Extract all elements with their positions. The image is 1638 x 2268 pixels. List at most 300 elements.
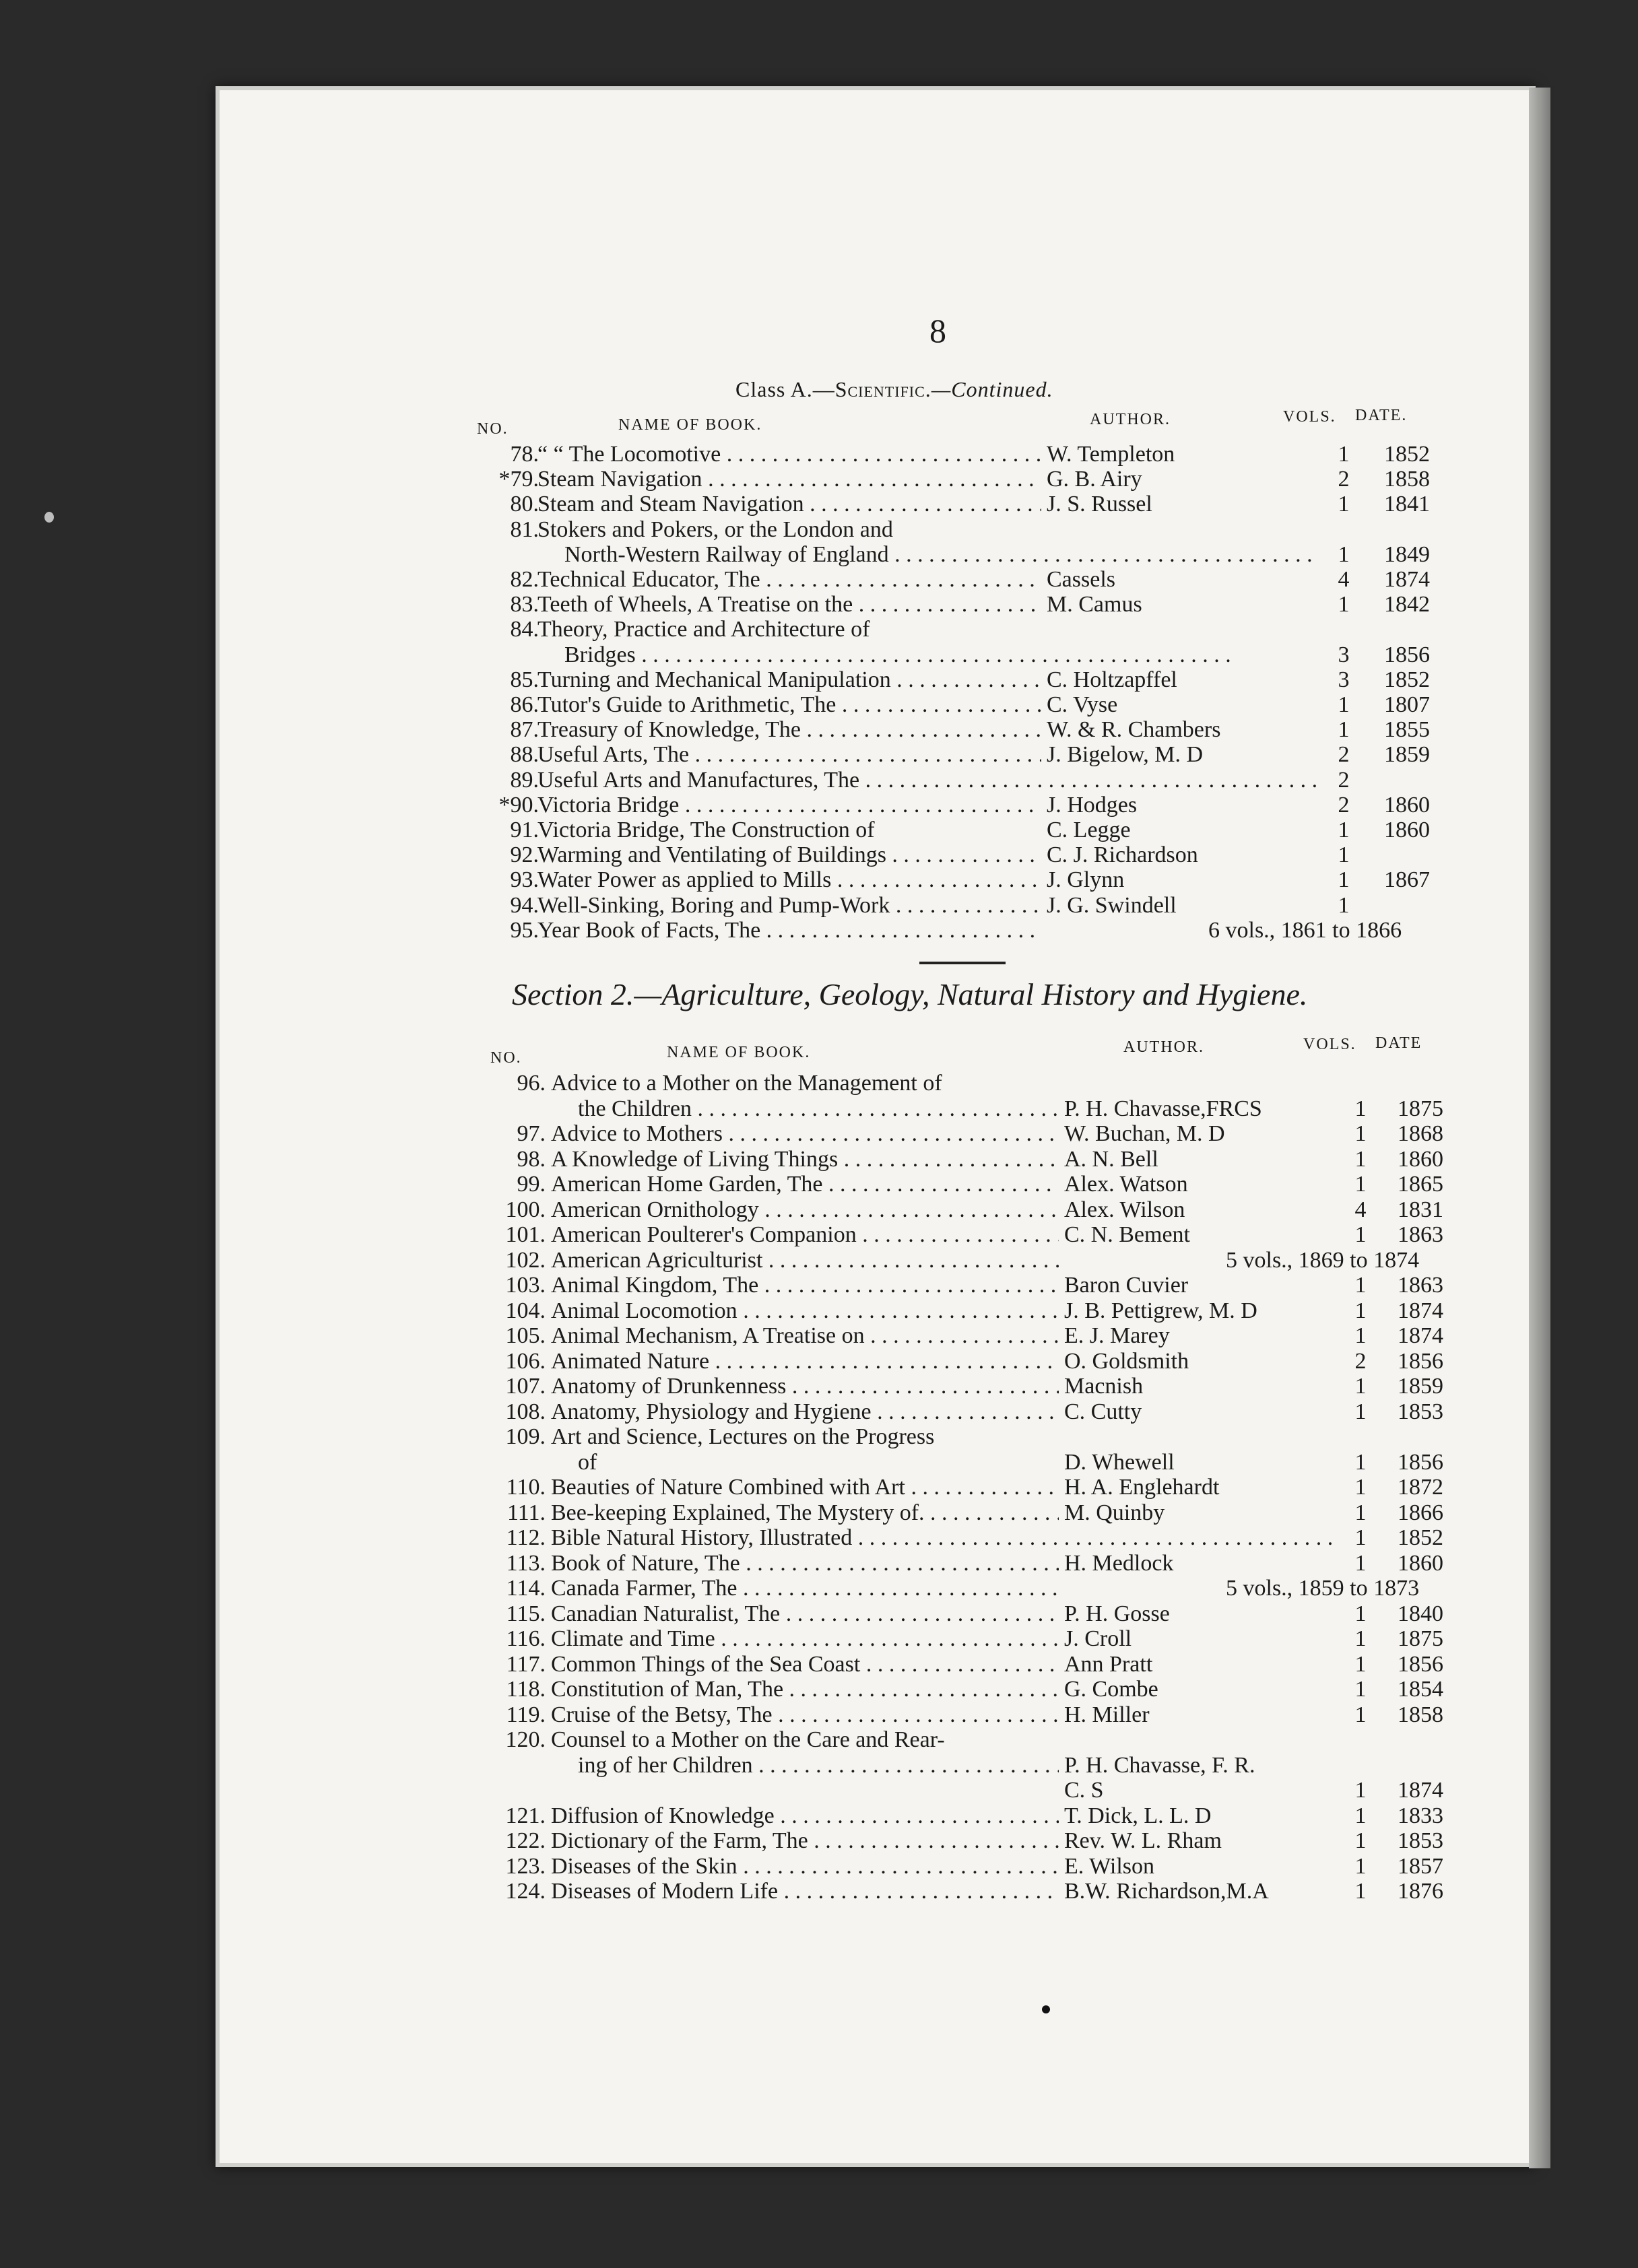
book-title	[551, 1601, 1059, 1627]
leader-dots	[822, 1172, 1059, 1197]
book-title-text: Art and Science, Lectures on the Progress	[551, 1424, 935, 1449]
col-name-a: NAME OF BOOK.	[618, 416, 762, 434]
publication-date: 1872	[1398, 1475, 1443, 1500]
list-item	[0, 1500, 1638, 1525]
leader-dots	[905, 1475, 1059, 1500]
volume-count: 1	[1354, 1853, 1367, 1879]
list-item	[0, 1702, 1638, 1727]
volume-count: 1	[1354, 1651, 1367, 1677]
book-title	[551, 1525, 1334, 1551]
entry-number: 107.	[505, 1374, 546, 1399]
publication-date: 1866	[1398, 1500, 1443, 1525]
book-title	[537, 667, 1041, 693]
leader-dots	[740, 1551, 1059, 1576]
book-title	[578, 1753, 1059, 1778]
list-item	[0, 1601, 1638, 1626]
leader-dots	[702, 467, 1041, 492]
volume-count: 2	[1338, 792, 1350, 818]
list-item	[0, 1854, 1638, 1878]
book-title	[537, 742, 1041, 768]
leader-dots	[872, 1399, 1059, 1424]
leader-dots	[759, 1197, 1059, 1222]
book-title-text: Victoria Bridge, The Construction of	[537, 818, 875, 842]
list-item	[0, 1424, 1638, 1448]
leader-dots	[891, 667, 1041, 692]
volume-count: 1	[1354, 1778, 1367, 1803]
publication-date: 1849	[1384, 541, 1430, 567]
entry-number: 115.	[506, 1601, 546, 1626]
leader-dots	[853, 592, 1041, 617]
publication-date: 1858	[1398, 1702, 1443, 1727]
book-title-text: of	[578, 1449, 597, 1475]
leader-dots	[780, 1601, 1059, 1626]
book-title-text: American Agriculturist	[551, 1247, 763, 1273]
book-title-text: Animal Kingdom, The	[551, 1273, 759, 1298]
book-title	[537, 893, 1041, 919]
publication-date: 1867	[1384, 867, 1430, 893]
volume-count: 4	[1338, 567, 1350, 592]
book-title-text: Climate and Time	[551, 1626, 715, 1651]
col-author-a: AUTHOR.	[1090, 411, 1171, 428]
book-author: P. H. Chavasse, F. R.	[1064, 1752, 1255, 1778]
publication-date: 1855	[1384, 717, 1430, 743]
book-title-text: Tutor's Guide to Arithmetic, The	[537, 692, 837, 717]
class-prefix: Class A.—	[735, 377, 835, 401]
entry-number: 122.	[505, 1828, 546, 1853]
book-title-text: Diseases of Modern Life	[551, 1879, 779, 1904]
book-author: Alex. Watson	[1064, 1172, 1188, 1197]
entry-number: 94.	[510, 892, 539, 918]
book-title-text: Bee-keeping Explained, The Mystery of.	[551, 1500, 925, 1525]
publication-date: 1875	[1398, 1096, 1443, 1121]
book-title	[537, 768, 1317, 793]
entry-number: 82.	[510, 567, 539, 592]
book-title-text: Theory, Practice and Architecture of	[537, 617, 870, 642]
book-author: Baron Cuvier	[1064, 1273, 1189, 1298]
publication-date: 1854	[1398, 1677, 1443, 1702]
book-title-text: Bridges	[564, 642, 636, 667]
volume-count: 1	[1354, 1475, 1367, 1500]
leader-dots	[778, 1879, 1059, 1904]
book-title	[537, 818, 1041, 843]
leader-dots	[786, 1374, 1059, 1399]
book-title	[551, 1298, 1059, 1324]
list-item	[0, 1879, 1638, 1903]
leader-dots	[857, 1222, 1059, 1247]
entry-number: 118.	[506, 1677, 546, 1702]
publication-date: 1856	[1398, 1449, 1443, 1475]
list-item	[0, 1576, 1638, 1600]
section-divider	[919, 962, 1006, 964]
publication-date: 1852	[1398, 1525, 1443, 1550]
volume-count: 1	[1354, 1677, 1367, 1702]
publication-date: 1863	[1398, 1222, 1443, 1247]
book-title	[537, 867, 1041, 893]
list-item	[0, 542, 1638, 566]
book-author: J. B. Pettigrew, M. D	[1064, 1298, 1257, 1323]
book-title-text: Treasury of Knowledge, The	[537, 717, 801, 743]
list-item	[0, 818, 1638, 842]
book-title-text: Anatomy, Physiology and Hygiene	[551, 1399, 872, 1424]
col-no-a: NO.	[477, 420, 509, 438]
book-title	[551, 1500, 1059, 1526]
book-title	[551, 1273, 1059, 1298]
volume-count: 1	[1354, 1500, 1367, 1525]
leader-dots	[838, 1147, 1059, 1172]
book-author: M. Quinby	[1064, 1500, 1165, 1525]
entry-number: 85.	[510, 667, 539, 692]
entry-number: 97.	[517, 1121, 546, 1146]
leader-dots	[773, 1702, 1059, 1727]
entry-number: 105.	[505, 1323, 546, 1348]
col-vols-a: VOLS.	[1283, 408, 1336, 426]
entry-number: 83.	[510, 592, 539, 618]
publication-date: 1875	[1398, 1626, 1443, 1651]
list-item	[0, 517, 1638, 541]
entry-number: 106.	[505, 1348, 546, 1374]
entry-number: 123.	[505, 1853, 546, 1879]
book-author: C. N. Bement	[1064, 1222, 1190, 1247]
book-title	[551, 1071, 1334, 1096]
book-title-text: Advice to a Mother on the Management of	[551, 1071, 942, 1096]
leader-dots	[738, 1298, 1059, 1323]
book-title-text: the Children	[578, 1096, 692, 1121]
volume-count: 3	[1338, 642, 1350, 667]
leader-dots	[836, 692, 1041, 717]
leader-dots	[636, 642, 1231, 667]
publication-date: 1874	[1398, 1778, 1443, 1803]
entry-number: *79.	[498, 467, 539, 492]
volume-count: 1	[1354, 1803, 1367, 1828]
entry-number: 84.	[510, 617, 539, 642]
book-author: C. Cutty	[1064, 1399, 1142, 1424]
book-title-text: Book of Nature, The	[551, 1550, 740, 1576]
entry-number: 96.	[517, 1071, 546, 1096]
leader-dots	[775, 1803, 1059, 1828]
leader-dots	[801, 717, 1041, 742]
book-author: 5 vols., 1869 to 1874	[1226, 1247, 1420, 1273]
volume-count: 1	[1354, 1222, 1367, 1247]
page-dot	[1042, 2005, 1050, 2013]
publication-date: 1876	[1398, 1879, 1443, 1904]
book-author: Macnish	[1064, 1374, 1144, 1399]
list-item	[0, 1248, 1638, 1272]
book-author: W. Templeton	[1047, 442, 1175, 467]
publication-date: 1831	[1398, 1197, 1443, 1222]
book-title	[551, 1576, 1059, 1601]
entry-number: 80.	[510, 492, 539, 517]
book-title-text: Animal Locomotion	[551, 1298, 738, 1323]
list-item	[0, 1121, 1638, 1145]
book-title-text: Common Things of the Sea Coast	[551, 1651, 861, 1677]
publication-date: 1853	[1398, 1399, 1443, 1424]
entry-number: 91.	[510, 818, 539, 842]
leader-dots	[860, 1652, 1059, 1677]
entry-number: 119.	[506, 1702, 546, 1727]
entry-number: 89.	[510, 767, 539, 793]
class-suffix: —Continued.	[931, 377, 1053, 401]
leader-dots	[721, 442, 1041, 467]
entry-number: 112.	[506, 1525, 546, 1550]
book-author: J. Glynn	[1047, 867, 1125, 893]
book-title	[551, 1121, 1059, 1147]
publication-date: 1856	[1398, 1651, 1443, 1677]
volume-count: 1	[1354, 1172, 1367, 1197]
list-item	[0, 1147, 1638, 1171]
publication-date: 1874	[1384, 567, 1430, 592]
book-author: D. Whewell	[1064, 1449, 1175, 1475]
book-title	[578, 1450, 1059, 1475]
volume-count: 1	[1354, 1550, 1367, 1576]
list-item	[0, 1096, 1638, 1121]
volume-count: 4	[1354, 1197, 1367, 1222]
book-author: C. S	[1064, 1778, 1104, 1803]
volume-count: 1	[1354, 1298, 1367, 1323]
col-date-a: DATE.	[1355, 407, 1408, 424]
volume-count: 1	[1338, 867, 1350, 893]
leader-dots	[889, 542, 1317, 567]
volume-count: 1	[1354, 1702, 1367, 1727]
list-item	[0, 918, 1638, 942]
entry-number: 101.	[505, 1222, 546, 1247]
list-item	[0, 1197, 1638, 1222]
book-title-text: Well-Sinking, Boring and Pump-Work	[537, 892, 890, 918]
publication-date: 1860	[1398, 1146, 1443, 1172]
entry-number: 87.	[510, 717, 539, 743]
book-title-text: Animated Nature	[551, 1348, 710, 1374]
entry-number: 86.	[510, 692, 539, 717]
list-item	[0, 768, 1638, 792]
entry-number: 99.	[517, 1172, 546, 1197]
book-title	[551, 1349, 1059, 1374]
book-title	[551, 1399, 1059, 1425]
book-title	[551, 1879, 1059, 1904]
book-title-text: Animal Mechanism, A Treatise on	[551, 1323, 865, 1348]
leader-dots	[804, 492, 1041, 516]
publication-date: 1858	[1384, 467, 1430, 492]
list-item	[0, 1828, 1638, 1853]
book-title	[551, 1702, 1059, 1728]
list-item	[0, 1071, 1638, 1095]
publication-date: 1859	[1384, 742, 1430, 768]
book-title-text: Bible Natural History, Illustrated	[551, 1525, 853, 1550]
book-title	[537, 517, 1317, 543]
list-item	[0, 592, 1638, 616]
book-title-text: ing of her Children	[578, 1752, 753, 1778]
list-item	[0, 1626, 1638, 1650]
list-item	[0, 1349, 1638, 1373]
book-author: J. Bigelow, M. D	[1047, 742, 1204, 768]
book-title-text: Useful Arts and Manufactures, The	[537, 767, 860, 793]
publication-date: 1859	[1398, 1374, 1443, 1399]
volume-count: 1	[1354, 1146, 1367, 1172]
entry-number: 100.	[505, 1197, 546, 1222]
list-item	[0, 867, 1638, 892]
leader-dots	[689, 742, 1041, 767]
class-name: Scientific.	[834, 377, 931, 401]
book-title-text: American Home Garden, The	[551, 1172, 823, 1197]
book-author: G. B. Airy	[1047, 467, 1142, 492]
volume-count: 1	[1354, 1626, 1367, 1651]
book-title-text: Useful Arts, The	[537, 742, 690, 768]
book-author: Rev. W. L. Rham	[1064, 1828, 1222, 1853]
volume-count: 1	[1354, 1096, 1367, 1121]
volume-count: 2	[1338, 767, 1350, 793]
leader-dots	[831, 867, 1041, 892]
leader-dots	[758, 1273, 1059, 1298]
volume-count: 1	[1338, 492, 1350, 517]
book-title-text: Steam and Steam Navigation	[537, 492, 804, 517]
book-author: H. Medlock	[1064, 1550, 1174, 1576]
book-title-text: Canadian Naturalist, The	[551, 1601, 781, 1626]
publication-date: 1868	[1398, 1121, 1443, 1146]
leader-dots	[762, 1248, 1059, 1273]
book-title	[551, 1551, 1059, 1576]
book-title-text: Canada Farmer, The	[551, 1576, 738, 1601]
list-item	[0, 1298, 1638, 1323]
book-title-text: American Ornithology	[551, 1197, 759, 1222]
book-title	[578, 1096, 1059, 1122]
book-title	[537, 717, 1041, 743]
book-title	[537, 842, 1041, 868]
book-title	[551, 1424, 1334, 1450]
leader-dots	[760, 918, 1041, 943]
leader-dots	[738, 1576, 1059, 1601]
leader-dots	[890, 893, 1041, 918]
book-author: E. Wilson	[1064, 1853, 1155, 1879]
book-author: H. Miller	[1064, 1702, 1150, 1727]
entry-number: 92.	[510, 842, 539, 868]
book-author: T. Dick, L. L. D	[1064, 1803, 1212, 1828]
book-title	[537, 592, 1041, 618]
leader-dots	[723, 1121, 1059, 1146]
publication-date: 1807	[1384, 692, 1430, 717]
leader-dots	[865, 1323, 1059, 1348]
volume-count: 1	[1354, 1374, 1367, 1399]
book-author: P. H. Chavasse,FRCS	[1064, 1096, 1262, 1121]
list-item	[0, 1399, 1638, 1424]
publication-date: 1863	[1398, 1273, 1443, 1298]
publication-date: 1874	[1398, 1298, 1443, 1323]
volume-count: 1	[1338, 717, 1350, 743]
volume-count: 2	[1354, 1348, 1367, 1374]
volume-count: 1	[1338, 892, 1350, 918]
list-item	[0, 1652, 1638, 1676]
book-title-text: Cruise of the Betsy, The	[551, 1702, 773, 1727]
book-author: G. Combe	[1064, 1677, 1158, 1702]
entry-number: 102.	[505, 1247, 546, 1273]
list-item	[0, 467, 1638, 491]
book-title-text: Anatomy of Drunkenness	[551, 1374, 787, 1399]
book-title	[551, 1626, 1059, 1652]
book-title	[537, 793, 1041, 818]
publication-date: 1856	[1384, 642, 1430, 667]
leader-dots	[760, 567, 1041, 592]
book-title-text: Year Book of Facts, The	[537, 917, 761, 943]
volume-count: 3	[1338, 667, 1350, 692]
book-title	[551, 1248, 1059, 1273]
volume-count: 1	[1354, 1399, 1367, 1424]
volume-count: 1	[1338, 818, 1350, 842]
book-author: J. Croll	[1064, 1626, 1132, 1651]
book-title	[537, 467, 1041, 492]
book-title	[551, 1652, 1059, 1677]
list-item	[0, 1475, 1638, 1499]
list-item	[0, 642, 1638, 667]
book-author: B.W. Richardson,M.A	[1064, 1879, 1269, 1904]
book-title-text: Dictionary of the Farm, The	[551, 1828, 808, 1853]
book-title	[551, 1374, 1059, 1399]
leader-dots	[808, 1828, 1059, 1853]
book-author: 6 vols., 1861 to 1866	[1208, 917, 1402, 943]
list-item	[0, 793, 1638, 817]
book-title	[551, 1197, 1059, 1223]
publication-date: 1853	[1398, 1828, 1443, 1853]
entry-number: 124.	[505, 1879, 546, 1904]
list-item	[0, 893, 1638, 917]
col-date-b: DATE	[1375, 1034, 1422, 1052]
list-item	[0, 667, 1638, 692]
list-item	[0, 567, 1638, 591]
volume-count: 1	[1354, 1879, 1367, 1904]
volume-count: 1	[1338, 541, 1350, 567]
book-title	[551, 1323, 1059, 1349]
book-author: 5 vols., 1859 to 1873	[1226, 1576, 1420, 1601]
book-title	[551, 1172, 1059, 1197]
entry-number: 120.	[505, 1727, 546, 1752]
leader-dots	[738, 1854, 1059, 1879]
volume-count: 1	[1354, 1121, 1367, 1146]
volume-count: 2	[1338, 742, 1350, 768]
entry-number: *90.	[498, 792, 539, 818]
list-item	[0, 1727, 1638, 1752]
book-title-text: Teeth of Wheels, A Treatise on the	[537, 592, 853, 618]
entry-number: 81.	[510, 516, 539, 542]
entry-number: 98.	[517, 1146, 546, 1172]
list-item	[0, 1778, 1638, 1802]
book-title-text: Diffusion of Knowledge	[551, 1803, 775, 1828]
page-number: 8	[929, 312, 946, 349]
book-title-text: Constitution of Man, The	[551, 1677, 784, 1702]
leader-dots	[679, 793, 1041, 818]
book-author: M. Camus	[1047, 592, 1142, 618]
book-title	[551, 1828, 1059, 1854]
entry-number: 113.	[506, 1550, 546, 1576]
book-author: Ann Pratt	[1064, 1651, 1153, 1677]
leader-dots	[852, 1525, 1334, 1550]
volume-count: 1	[1354, 1525, 1367, 1550]
list-item	[0, 1374, 1638, 1398]
book-title-text: Beauties of Nature Combined with Art	[551, 1475, 905, 1500]
book-author: C. Legge	[1047, 818, 1131, 842]
book-author: C. Holtzapffel	[1047, 667, 1177, 692]
publication-date: 1841	[1384, 492, 1430, 517]
section-heading: Section 2.—Agriculture, Geology, Natural History and Hygiene.	[512, 977, 1308, 1011]
list-item	[0, 1551, 1638, 1575]
entry-number: 95.	[510, 917, 539, 943]
list-item	[0, 492, 1638, 516]
book-title-text: Water Power as applied to Mills	[537, 867, 832, 893]
book-title	[537, 492, 1041, 517]
list-item	[0, 1323, 1638, 1347]
entry-number: 104.	[505, 1298, 546, 1323]
entry-number: 110.	[506, 1475, 546, 1500]
list-item	[0, 1803, 1638, 1828]
entry-number: 108.	[505, 1399, 546, 1424]
book-author: P. H. Gosse	[1064, 1601, 1170, 1626]
book-title-text: Victoria Bridge	[537, 792, 680, 818]
entry-number: 114.	[506, 1576, 546, 1601]
